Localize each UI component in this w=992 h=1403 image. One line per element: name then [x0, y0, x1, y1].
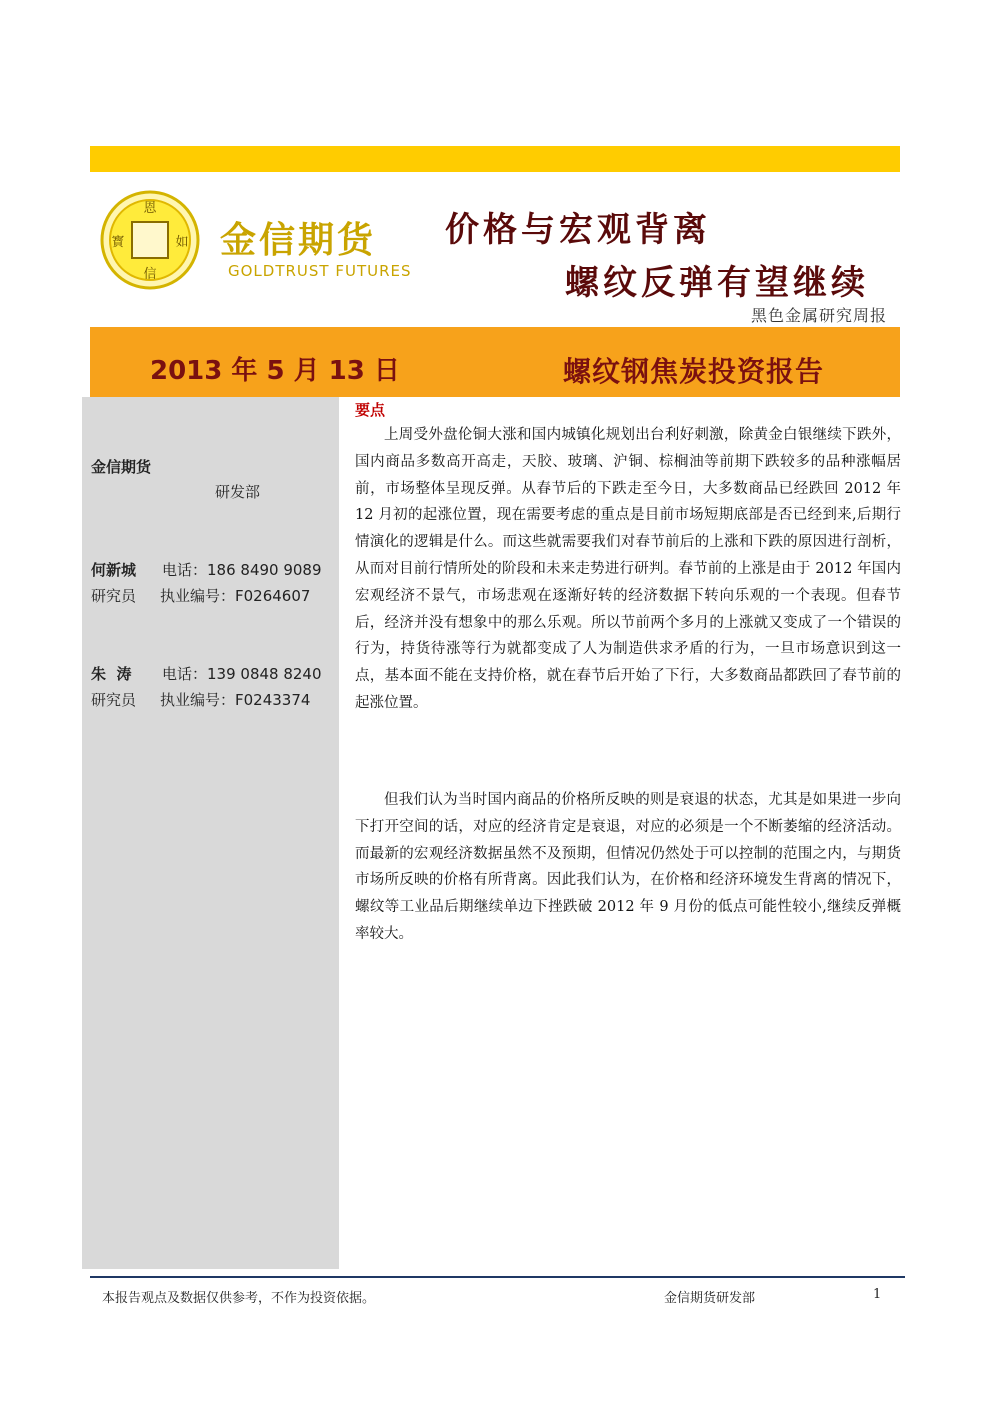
contact-sidebar: [82, 397, 339, 1269]
analyst-phone: 电话：139 0848 8240: [162, 665, 322, 683]
report-subtitle: 黑色金属研究周报: [750, 306, 887, 325]
report-date: 2013 年 5 月 13 日: [150, 356, 400, 386]
svg-text:如: 如: [175, 235, 189, 250]
section-title-key-points: 要点: [355, 401, 386, 419]
analyst-phone: 电话：186 8490 9089: [162, 561, 322, 579]
page-number: 1: [873, 1287, 882, 1302]
report-title-line2: 螺纹反弹有望继续: [565, 263, 869, 303]
logo-brand-cn: 金信期货: [220, 220, 377, 261]
sidebar-department: 研发部: [215, 483, 261, 501]
header-accent-bar: [90, 146, 900, 172]
report-title-line1: 价格与宏观背离: [445, 210, 711, 250]
footer-divider: [90, 1276, 905, 1278]
report-type: 螺纹钢焦炭投资报告: [563, 355, 825, 388]
analyst-name: 朱 涛: [91, 665, 132, 683]
svg-text:寳: 寳: [111, 235, 125, 250]
analyst-license: 执业编号：F0243374: [160, 691, 311, 709]
body-paragraph: 但我们认为当时国内商品的价格所反映的则是衰退的状态，尤其是如果进一步向下打开空间的话，对应的经济肯定是衰退，对应的必须是一个不断萎缩的经济活动。而最新的宏观经济数据虽然不及预期，但情况仍然处于可以控制的范围之内，与期货市场所反映的价格有所背离。因此我们认为，在价格和经济环境发生背离的情况下，螺纹等工业品后期继续单边下挫跌破 2012 年 9 月份的低点可能性较小,继续反弹概率较大。: [355, 792, 901, 942]
footer-disclaimer: 本报告观点及数据仅供参考，不作为投资依据。: [102, 1291, 376, 1306]
svg-text:恩: 恩: [143, 201, 157, 216]
footer-department: 金信期货研发部: [664, 1291, 756, 1306]
body-paragraph: 上周受外盘伦铜大涨和国内城镇化规划出台利好刺激，除黄金白银继续下跌外，国内商品多数高开高走，天胶、玻璃、沪铜、棕榈油等前期下跌较多的品种涨幅居前，市场整体呈现反弹。从春节后的下跌走至今日，大多数商品已经跌回 2012 年 12 月初的起涨位置，现在需要考虑的重点是目前市场短期底部是否已经到来,后期行情演化的逻辑是什么。而这些就需要我们对春节前后的上涨和下跌的原因进行剖析，从而对目前行情所处的阶段和未来走势进行研判。春节前的上涨是由于 2012 年国内宏观经济不景气，市场悲观在逐渐好转的经济数据下转向乐观的一个表现。但春节后，经济并没有想象中的那么乐观。所以节前两个多月的上涨就又变成了一个错误的行为，持货待涨等行为就都变成了人为制造供求矛盾的行为，一旦市场意识到这一点，基本面不能在支持价格，就在春节后开始了下行，大多数商品都跌回了春节前的起涨位置。: [355, 427, 901, 711]
analyst-role: 研究员: [91, 691, 137, 709]
logo-brand-en: GOLDTRUST FUTURES: [228, 262, 412, 280]
analyst-name: 何新城: [91, 561, 137, 579]
svg-text:信: 信: [143, 267, 157, 282]
sidebar-company: 金信期货: [91, 458, 152, 476]
analyst-role: 研究员: [91, 587, 137, 605]
analyst-license: 执业编号：F0264607: [160, 587, 311, 605]
